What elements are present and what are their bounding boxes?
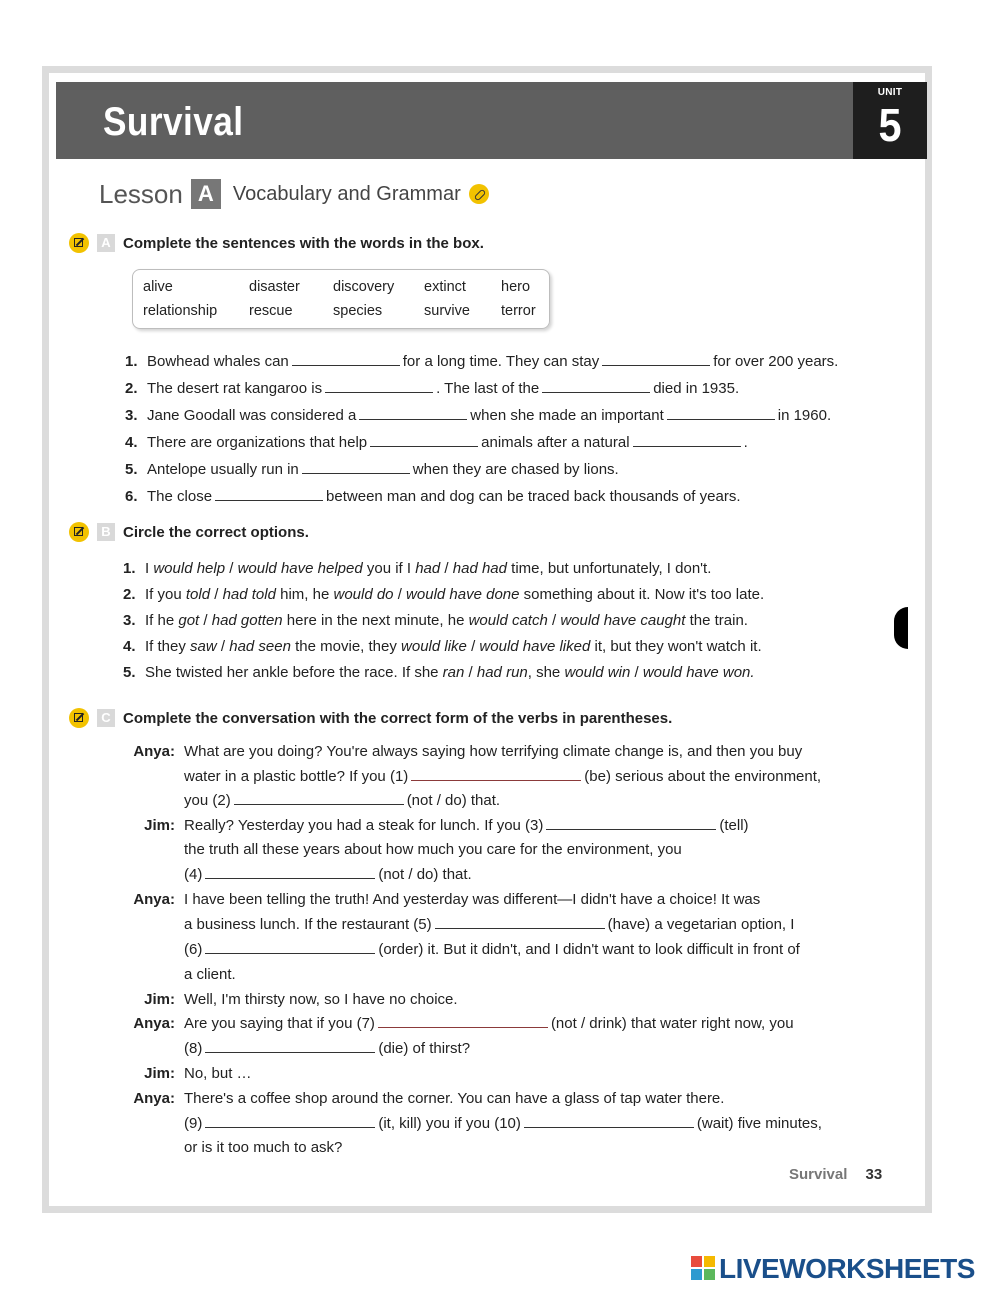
unit-badge bbox=[853, 82, 927, 159]
answer-blank[interactable] bbox=[205, 1115, 375, 1128]
word-item: survive bbox=[424, 303, 470, 319]
section-a-letter: A bbox=[97, 234, 115, 252]
line-text: (die) of thirst? bbox=[378, 1040, 471, 1057]
speaker-label: Anya: bbox=[133, 1090, 175, 1107]
option-text[interactable]: got bbox=[178, 612, 200, 629]
section-c-letter: C bbox=[97, 709, 115, 727]
pencil-icon bbox=[69, 708, 89, 728]
speaker-label: Jim: bbox=[144, 991, 175, 1008]
section-c-instruction: Complete the conversation with the correct form of the verbs in parentheses. bbox=[123, 709, 673, 727]
line-text: I have been telling the truth! And yesterday was different—I didn't have a choice! It was bbox=[184, 891, 761, 908]
line-text: (not / do) that. bbox=[378, 866, 472, 883]
link-icon bbox=[469, 184, 489, 204]
item-text: / bbox=[210, 586, 223, 603]
line-text: (wait) five minutes, bbox=[696, 1115, 822, 1132]
dialogue-line bbox=[184, 768, 821, 785]
option-text[interactable]: had bbox=[415, 560, 441, 577]
word-item: relationship bbox=[143, 303, 218, 319]
item-text: / bbox=[199, 612, 212, 629]
section-c-heading bbox=[69, 708, 672, 728]
answer-blank[interactable] bbox=[546, 817, 716, 830]
answer-blank[interactable] bbox=[205, 866, 375, 879]
pencil-icon bbox=[69, 522, 89, 542]
line-text: or is it too much to ask? bbox=[184, 1139, 343, 1156]
dialogue-line bbox=[184, 1015, 794, 1032]
item-number: 2. bbox=[123, 586, 136, 603]
item-number: 5. bbox=[125, 461, 138, 478]
line-text: Really? Yesterday you had a steak for lunch. If you (3) bbox=[184, 817, 544, 834]
exercise-b-item bbox=[123, 586, 764, 603]
line-text: Well, I'm thirsty now, so I have no choice. bbox=[184, 991, 458, 1008]
answer-blank[interactable] bbox=[234, 792, 404, 805]
speaker-label: Anya: bbox=[133, 891, 175, 908]
line-text: No, but … bbox=[184, 1065, 252, 1082]
exercise-b-item bbox=[123, 612, 748, 629]
lesson-letter: A bbox=[191, 179, 221, 209]
line-text: (6) bbox=[184, 941, 203, 958]
item-text: in 1960. bbox=[777, 407, 832, 424]
dialogue-line bbox=[184, 941, 800, 958]
item-text: died in 1935. bbox=[653, 380, 740, 397]
dialogue-line bbox=[184, 891, 760, 908]
item-text: Bowhead whales can bbox=[147, 353, 289, 370]
unit-label: UNIT bbox=[877, 87, 903, 98]
item-text: it, but they won't watch it. bbox=[590, 638, 762, 655]
exercise-a-item-1 bbox=[125, 353, 838, 370]
dialogue-line bbox=[184, 1115, 822, 1132]
dialogue-line bbox=[184, 1065, 252, 1082]
item-text: / bbox=[464, 664, 477, 681]
option-text[interactable]: would win bbox=[564, 664, 631, 681]
item-number: 2. bbox=[125, 380, 138, 397]
exercise-a-item-6 bbox=[125, 488, 741, 505]
item-text: . bbox=[743, 434, 748, 451]
item-text: The close bbox=[147, 488, 213, 505]
liveworksheets-brand bbox=[691, 1253, 975, 1285]
line-text: (it, kill) you if you (10) bbox=[378, 1115, 521, 1132]
line-text: a business lunch. If the restaurant (5) bbox=[184, 916, 432, 933]
item-text: when she made an important bbox=[470, 407, 664, 424]
option-text[interactable]: had seen bbox=[229, 638, 291, 655]
speaker-label: Anya: bbox=[133, 1015, 175, 1032]
item-number: 4. bbox=[123, 638, 136, 655]
exercise-b-item bbox=[123, 638, 762, 655]
item-number: 1. bbox=[123, 560, 136, 577]
dialogue-line bbox=[184, 866, 472, 883]
line-text: (be) serious about the environment, bbox=[584, 768, 822, 785]
item-text: If you bbox=[145, 586, 186, 603]
speaker-label: Jim: bbox=[144, 1065, 175, 1082]
line-text: (not / do) that. bbox=[406, 792, 501, 809]
item-number: 3. bbox=[125, 407, 138, 424]
option-text[interactable]: had had bbox=[452, 560, 507, 577]
dialogue-line bbox=[184, 841, 682, 858]
answer-blank[interactable] bbox=[292, 353, 400, 366]
answer-blank[interactable] bbox=[667, 407, 775, 420]
word-item: alive bbox=[143, 279, 173, 295]
line-text: There's a coffee shop around the corner. You can have a glass of tap water there. bbox=[184, 1090, 725, 1107]
line-text: (4) bbox=[184, 866, 203, 883]
footer-label: Survival bbox=[789, 1166, 848, 1183]
item-text: for over 200 years. bbox=[713, 353, 839, 370]
item-number: 5. bbox=[123, 664, 136, 681]
line-text: (8) bbox=[184, 1040, 203, 1057]
dialogue-line bbox=[184, 817, 749, 834]
word-item: discovery bbox=[333, 279, 395, 295]
pencil-icon bbox=[69, 233, 89, 253]
liveworksheets-logo-icon bbox=[691, 1256, 717, 1282]
side-tab-marker bbox=[894, 607, 908, 649]
word-item: terror bbox=[501, 303, 536, 319]
word-box bbox=[132, 269, 550, 329]
option-text[interactable]: had gotten bbox=[211, 612, 283, 629]
option-text[interactable]: saw bbox=[190, 638, 217, 655]
item-number: 6. bbox=[125, 488, 138, 505]
section-a-heading bbox=[69, 233, 484, 253]
speaker-label: Jim: bbox=[144, 817, 175, 834]
option-text[interactable]: would have caught bbox=[560, 612, 686, 629]
answer-blank[interactable] bbox=[633, 434, 741, 447]
answer-blank[interactable] bbox=[524, 1115, 694, 1128]
word-item: extinct bbox=[424, 279, 466, 295]
item-text: you if I bbox=[362, 560, 416, 577]
item-text: / bbox=[547, 612, 561, 629]
item-text: animals after a natural bbox=[481, 434, 630, 451]
answer-blank[interactable] bbox=[542, 380, 650, 393]
dialogue-line bbox=[184, 1090, 724, 1107]
worksheet-page bbox=[42, 66, 932, 1213]
title-banner bbox=[56, 82, 853, 159]
option-text[interactable]: would have done bbox=[406, 586, 520, 603]
item-text: / bbox=[630, 664, 643, 681]
brand-text: LIVEWORKSHEETS bbox=[719, 1253, 975, 1284]
option-text[interactable]: would like bbox=[401, 638, 467, 655]
exercise-a-item-3 bbox=[125, 407, 831, 424]
item-text: There are organizations that help bbox=[147, 434, 368, 451]
item-text: when they are chased by lions. bbox=[412, 461, 619, 478]
dialogue-line bbox=[184, 916, 794, 933]
exercise-a-item-2 bbox=[125, 380, 739, 397]
page-number: 33 bbox=[865, 1166, 883, 1183]
item-text: I bbox=[145, 560, 154, 577]
answer-blank[interactable] bbox=[370, 434, 478, 447]
item-text: / bbox=[393, 586, 407, 603]
option-text[interactable]: ran bbox=[442, 664, 465, 681]
word-item: disaster bbox=[249, 279, 300, 295]
option-text[interactable]: had run bbox=[476, 664, 528, 681]
answer-blank[interactable] bbox=[205, 1040, 375, 1053]
word-item: species bbox=[333, 303, 383, 319]
answer-blank[interactable] bbox=[359, 407, 467, 420]
unit-number: 5 bbox=[878, 99, 902, 151]
dialogue-line bbox=[184, 792, 500, 809]
answer-blank[interactable] bbox=[302, 461, 410, 474]
item-text: Jane Goodall was considered a bbox=[147, 407, 357, 424]
option-text[interactable]: had told bbox=[222, 586, 276, 603]
lesson-heading bbox=[99, 174, 489, 214]
item-text: / bbox=[466, 638, 480, 655]
item-text: She twisted her ankle before the race. If she bbox=[145, 664, 443, 681]
item-text: / bbox=[216, 638, 230, 655]
line-text: water in a plastic bottle? If you (1) bbox=[184, 768, 409, 785]
item-text: . The last of the bbox=[436, 380, 540, 397]
lesson-subtitle: Vocabulary and Grammar bbox=[232, 182, 461, 205]
lesson-word: Lesson bbox=[99, 178, 183, 209]
section-b-heading bbox=[69, 522, 309, 542]
answer-blank[interactable] bbox=[435, 916, 605, 929]
line-text: (not / drink) that water right now, you bbox=[550, 1015, 794, 1032]
item-text: time, but unfortunately, I don't. bbox=[507, 560, 712, 577]
section-a-instruction: Complete the sentences with the words in the box. bbox=[123, 234, 484, 252]
exercise-b-item bbox=[123, 664, 755, 681]
item-text: between man and dog can be traced back thousands of years. bbox=[326, 488, 741, 505]
option-text[interactable]: would help bbox=[153, 560, 226, 577]
line-text: Are you saying that if you (7) bbox=[184, 1015, 375, 1032]
item-text: him, he bbox=[275, 586, 334, 603]
option-text[interactable]: told bbox=[185, 586, 211, 603]
answer-blank[interactable] bbox=[411, 768, 581, 781]
answer-blank[interactable] bbox=[325, 380, 433, 393]
exercise-b-item bbox=[123, 560, 711, 577]
item-text: If he bbox=[145, 612, 179, 629]
page-title: Survival bbox=[103, 100, 244, 144]
answer-blank[interactable] bbox=[378, 1015, 548, 1028]
item-text: for a long time. They can stay bbox=[402, 353, 600, 370]
item-text: the movie, they bbox=[290, 638, 402, 655]
item-text: If they bbox=[145, 638, 191, 655]
answer-blank[interactable] bbox=[215, 488, 323, 501]
line-text: (9) bbox=[184, 1115, 203, 1132]
line-text: you (2) bbox=[184, 792, 231, 809]
item-text: The desert rat kangaroo is bbox=[147, 380, 323, 397]
item-text: here in the next minute, he bbox=[282, 612, 469, 629]
line-text: (order) it. But it didn't, and I didn't want to look difficult in front of bbox=[378, 941, 800, 958]
option-text[interactable]: would have liked bbox=[479, 638, 591, 655]
line-text: What are you doing? You're always saying how terrifying climate change is, and then you buy bbox=[184, 743, 803, 760]
line-text: the truth all these years about how much you care for the environment, you bbox=[184, 841, 682, 858]
word-item: hero bbox=[501, 279, 531, 295]
answer-blank[interactable] bbox=[205, 941, 375, 954]
item-text: the train. bbox=[685, 612, 748, 629]
dialogue-line bbox=[184, 743, 802, 760]
item-number: 3. bbox=[123, 612, 136, 629]
word-item: rescue bbox=[249, 303, 293, 319]
option-text[interactable]: would do bbox=[333, 586, 394, 603]
option-text[interactable]: would catch bbox=[468, 612, 548, 629]
section-b-letter: B bbox=[97, 523, 115, 541]
dialogue-line bbox=[184, 1139, 342, 1156]
dialogue-line bbox=[184, 991, 458, 1008]
item-number: 4. bbox=[125, 434, 138, 451]
option-text[interactable]: would have won. bbox=[642, 664, 755, 681]
line-text: a client. bbox=[184, 966, 236, 983]
section-b-instruction: Circle the correct options. bbox=[123, 523, 309, 541]
item-text: / bbox=[225, 560, 238, 577]
item-text: something about it. Now it's too late. bbox=[519, 586, 765, 603]
dialogue-line bbox=[184, 1040, 470, 1057]
exercise-a-item-5 bbox=[125, 461, 619, 478]
item-number: 1. bbox=[125, 353, 138, 370]
exercise-a-item-4 bbox=[125, 434, 748, 451]
option-text[interactable]: would have helped bbox=[237, 560, 363, 577]
page-footer bbox=[789, 1166, 882, 1183]
answer-blank[interactable] bbox=[602, 353, 710, 366]
item-text: , she bbox=[527, 664, 565, 681]
dialogue-line bbox=[184, 966, 236, 983]
item-text: / bbox=[440, 560, 453, 577]
line-text: (have) a vegetarian option, I bbox=[607, 916, 795, 933]
line-text: (tell) bbox=[719, 817, 749, 834]
speaker-label: Anya: bbox=[133, 743, 175, 760]
item-text: Antelope usually run in bbox=[147, 461, 299, 478]
